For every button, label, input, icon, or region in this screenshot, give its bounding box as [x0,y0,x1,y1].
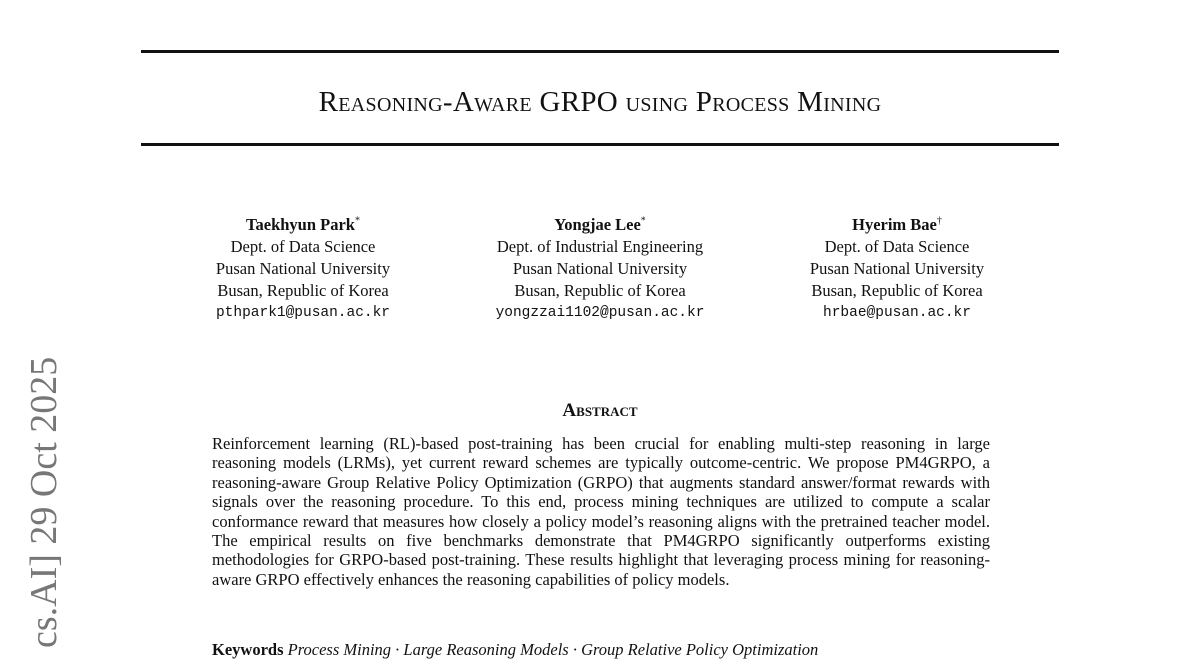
author-university: Pusan National University [215,259,391,278]
author-university: Pusan National University [809,259,985,278]
author-block-2 [465,214,735,324]
arxiv-stamp: cs.AI] 29 Oct 2025 [23,356,65,648]
author-email: pthpark1@pusan.ac.kr [215,305,391,321]
author-location: Busan, Republic of Korea [217,281,389,300]
author-block-3 [787,214,1007,324]
keywords-line [212,640,990,660]
abstract-body: Reinforcement learning (RL)-based post-training has been crucial for enabling multi-step reasoning in large reasoning models (LRMs), yet current reward schemes are typically outcome-centric. We propose PM4GRPO, a reasoning-aware Group Relative Policy Optimization (GRPO) that augments standard answer/format rewards with signals over the reasoning procedure. To this end, process mining techniques are utilized to compute a scalar conformance reward that measures how closely a policy model’s reasoning aligns with the pretrained teacher model. The empirical results on five benchmarks demonstrate that PM4GRPO significantly outperforms existing methodologies for GRPO-based post-training. These results highlight that leveraging process mining for reasoning-aware GRPO effectively enhances the reasoning capabilities of policy models. [212,434,990,589]
author-mark: * [640,215,646,227]
abstract-heading: Abstract [562,400,638,421]
author-name: Yongjae Lee [554,215,641,234]
author-name: Taekhyun Park [246,215,355,234]
author-dept: Dept. of Data Science [230,237,376,256]
author-email: hrbae@pusan.ac.kr [823,305,971,321]
keywords-list: Process Mining · Large Reasoning Models · Group Relative Policy Optimization [287,640,819,659]
author-mark: * [354,215,360,227]
title-bottom-rule [141,143,1059,146]
author-block-1 [193,214,413,324]
title-top-rule [141,50,1059,53]
author-email: yongzzai1102@pusan.ac.kr [495,305,705,321]
author-dept: Dept. of Data Science [824,237,970,256]
author-location: Busan, Republic of Korea [514,281,686,300]
author-name-line [787,214,1007,236]
author-university: Pusan National University [512,259,688,278]
paper-title: Reasoning-Aware GRPO using Process Mining [318,86,882,118]
keywords-label: Keywords [212,640,284,659]
author-mark: † [936,215,942,227]
author-name: Hyerim Bae [852,215,937,234]
author-location: Busan, Republic of Korea [811,281,983,300]
author-dept: Dept. of Industrial Engineering [496,237,704,256]
author-name-line [193,214,413,236]
author-name-line [465,214,735,236]
